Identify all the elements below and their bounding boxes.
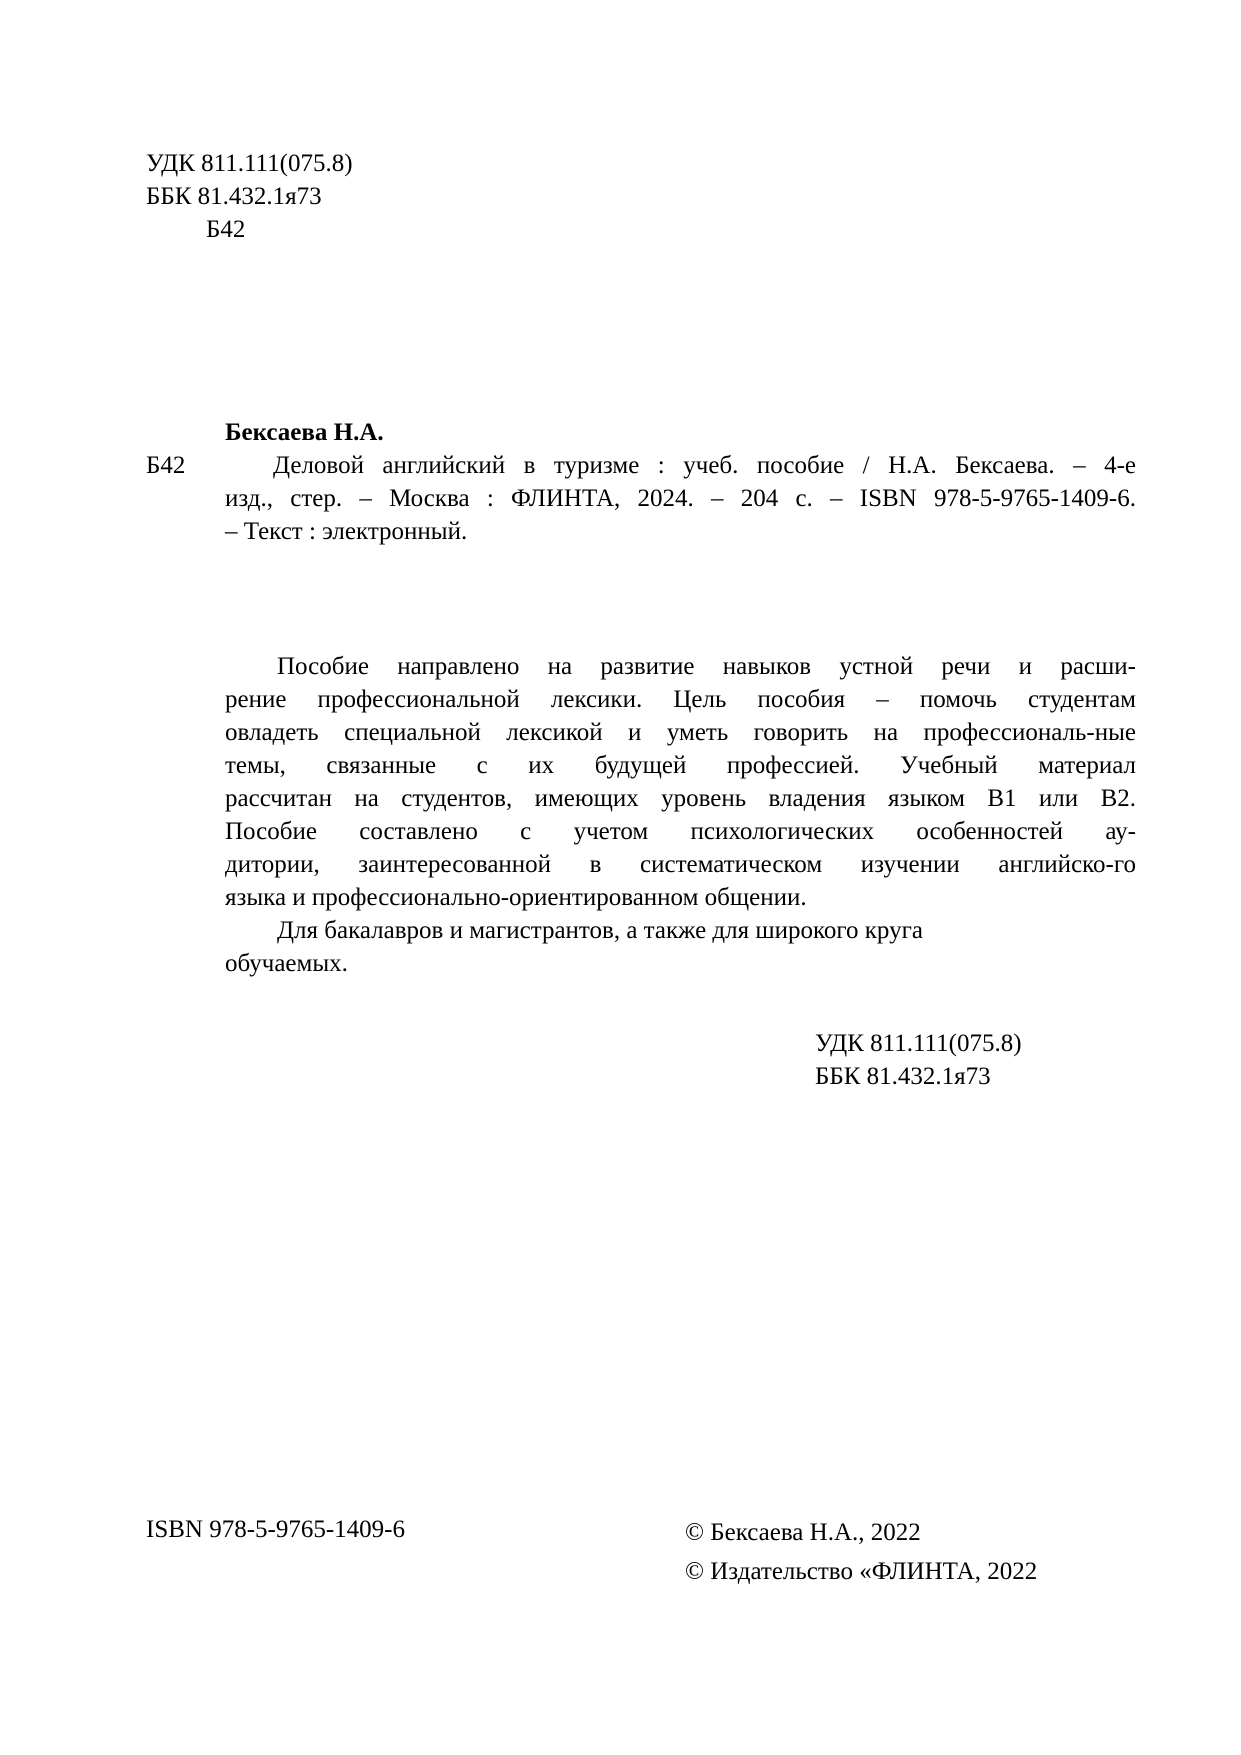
annotation-line: овладеть специальной лексикой и уметь говорить на профессиональ-ные	[225, 719, 1136, 746]
record-author-mark: Б42	[146, 452, 186, 479]
bibliographic-record	[225, 449, 1136, 548]
author-mark: Б42	[206, 216, 246, 243]
record-line: – Текст : электронный.	[225, 518, 468, 545]
udk-code: УДК 811.111(075.8)	[815, 1030, 1022, 1057]
record-line: изд., стер. – Москва : ФЛИНТА, 2024. – 204 с. – ISBN 978-5-9765-1409-6.	[225, 485, 1136, 512]
annotation-line: темы, связанные с их будущей профессией. Учебный материал	[225, 752, 1136, 779]
annotation-line: рение профессиональной лексики. Цель пособия – помочь студентам	[225, 686, 1136, 713]
record-line: Деловой английский в туризме : учеб. пособие / Н.А. Бексаева. – 4-е	[273, 452, 1136, 479]
isbn: ISBN 978-5-9765-1409-6	[146, 1516, 406, 1543]
copyright-block	[685, 1513, 1037, 1591]
annotation-audience-line: Для бакалавров и магистрантов, а также для широкого круга	[277, 917, 923, 944]
copyright-publisher: © Издательство «ФЛИНТА, 2022	[685, 1558, 1038, 1585]
annotation-line: рассчитан на студентов, имеющих уровень владения языком В1 или В2.	[225, 785, 1136, 812]
copyright-author: © Бексаева Н.А., 2022	[685, 1519, 921, 1546]
record-author: Бексаева Н.А.	[225, 419, 384, 446]
annotation	[225, 650, 1136, 980]
bbk-code: ББК 81.432.1я73	[815, 1063, 991, 1090]
annotation-line: Пособие составлено с учетом психологических особенностей ау-	[225, 818, 1136, 845]
annotation-line: дитории, заинтересованной в систематическом изучении английско-го	[225, 851, 1136, 878]
annotation-line: языка и профессионально-ориентированном общении.	[225, 884, 807, 911]
udk-code: УДК 811.111(075.8)	[146, 150, 353, 177]
bbk-code: ББК 81.432.1я73	[146, 183, 322, 210]
bottom-classification	[815, 1027, 1022, 1093]
top-classification	[146, 147, 353, 246]
annotation-line: Пособие направлено на развитие навыков устной речи и расши-	[277, 653, 1136, 680]
annotation-audience-line: обучаемых.	[225, 950, 348, 977]
